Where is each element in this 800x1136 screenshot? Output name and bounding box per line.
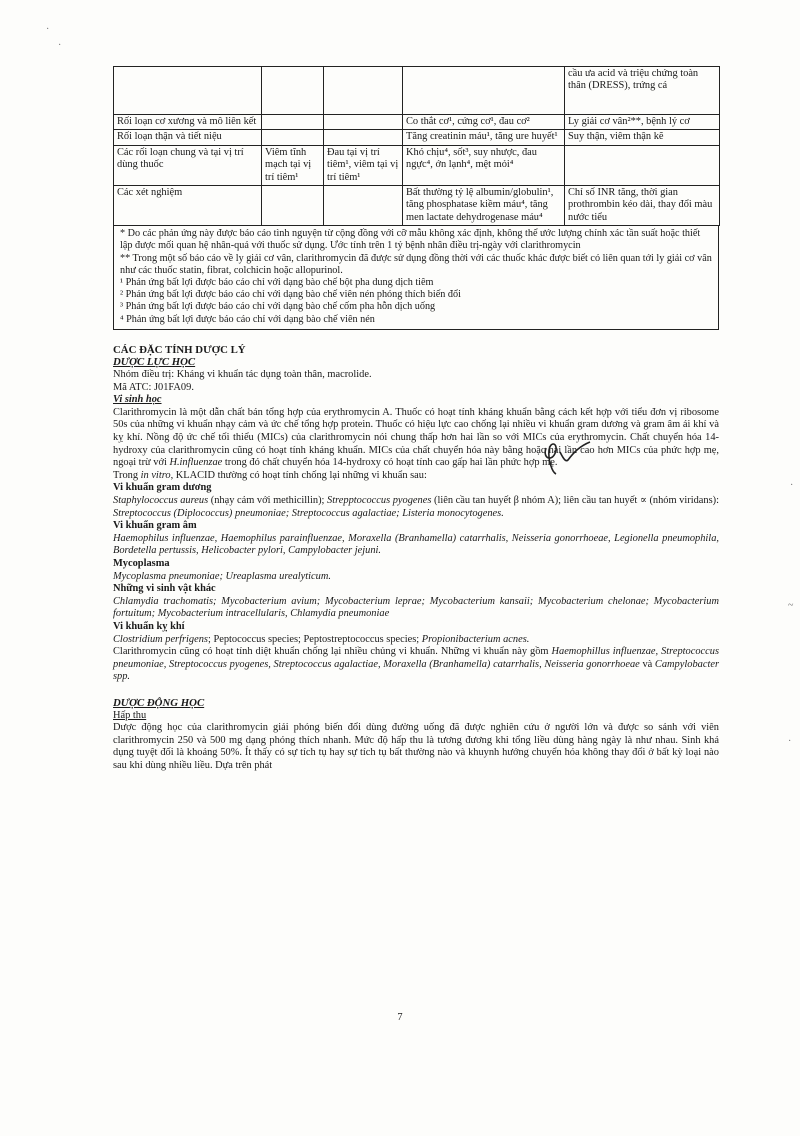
document-page	[113, 66, 719, 772]
text-run: (liên cầu tan huyết β nhóm A); liên cầu tan huyết ∝ (nhóm viridans):	[431, 495, 720, 506]
anaerobes-title: Vi khuẩn kỵ khí	[113, 620, 185, 632]
table-cell	[324, 115, 403, 130]
text-run: trong đó chất chuyển hóa 14-hydroxy có hoạt tính cao gấp hai lần phức hợp mẹ.	[222, 457, 558, 469]
adverse-reactions-table	[113, 66, 720, 226]
table-cell: Đau tại vị trí tiêm¹, viêm tại vị trí tiêm¹	[324, 145, 403, 185]
table-cell: Các rối loạn chung và tại vị trí dùng thuốc	[114, 145, 262, 185]
text-run: Trong	[113, 469, 141, 481]
table-row	[114, 130, 720, 145]
text-run: in vitro	[140, 469, 171, 481]
absorption-paragraph: Dược động học của clarithromycin giải phóng biến đổi dùng đường uống đã được nghiên cứu ở người lớn và được so sánh với viên clarithromycin 250 và 500 mg dạng phóng thích nhanh. Mức độ hấp thu là tương đương khi tổng liều dùng hàng ngày là như nhau. Sinh khả dụng tuyệt đối là khoảng 50%. Ít thấy có sự tích tụ hay sự tích tụ bất thường nào và khuynh hướng chuyển hóa không thay đổi ở bất kỳ loại nào sau khi dùng nhiều liều. Dựa trên phát	[113, 722, 719, 771]
text-run: Propionibacterium acnes.	[421, 633, 530, 645]
table-cell: cầu ưa acid và triệu chứng toàn thân (DRESS), trứng cá	[565, 67, 720, 115]
table-row	[114, 67, 720, 115]
text-run: Clostridium perfrigens	[113, 633, 208, 645]
table-cell: Các xét nghiệm	[114, 186, 262, 226]
text-run: Haemophillus influenzae, Streptococcus pneumoniae, Streptococcus pyogenes, Streptococcus agalactiae, Moraxella (Branhamella) catarrhalis, Neisseria gonorrhoeae	[113, 646, 720, 670]
table-cell	[262, 67, 324, 115]
table-cell	[262, 115, 324, 130]
therapeutic-group: Nhóm điều trị: Kháng vi khuẩn tác dụng toàn thân, macrolide.	[113, 369, 372, 381]
table-cell	[324, 130, 403, 145]
footnote: ** Trong một số báo cáo về ly giải cơ vân, clarithromycin đã được sử dụng đồng thời với các thuốc khác được biết có liên quan tới ly giải cơ vân như các thuốc statin, fibrat, colchicin hoặc allopurinol.	[120, 252, 712, 276]
mycoplasma-list: Mycoplasma pneumoniae; Ureaplasma urealyticum.	[113, 570, 331, 582]
gram-negative-title: Vi khuẩn gram âm	[113, 520, 197, 532]
scan-mark-5: ·	[788, 736, 792, 747]
text-run: Clarithromycin là một dẫn chất bán tổng hợp của erythromycin A. Thuốc có hoạt tính kháng khuẩn bằng cách kết hợp với tiểu đơn vị ribosome 50s của những vi khuẩn nhạy cảm và ức chế tổng hợp protein. Thuốc có hiệu lực cao chống lại nhiều vi khuẩn gram dương và gram âm ái khí và kỵ khí. Nồng độ ức chế tối thiểu (MICs) của clarithromycin nói chung thấp hơn hai lần so với MICs của erythromycin. Chất chuyển hóa 14-hydroxy của clarithromycin cũng có hoạt tính kháng khuẩn. MICs của chất chuyển hóa này bằng hoặc hai lần cao hơn MICs của phức hợp mẹ, ngoại trừ với	[113, 406, 719, 469]
table-cell: Ly giải cơ vân²**, bệnh lý cơ	[565, 115, 720, 130]
scan-mark-2: ·	[58, 40, 62, 51]
text-run: Streptococcus (Diplococcus) pneumoniae; Streptococcus agalactiae; Listeria monocytogenes.	[113, 507, 504, 519]
pharmacokinetics-title: DƯỢC ĐỘNG HỌC	[113, 696, 205, 709]
other-microbes-title: Những vi sinh vật khác	[113, 583, 216, 595]
footnote: ¹ Phản ứng bất lợi được báo cáo chỉ với dạng bào chế bột pha dung dịch tiêm	[120, 277, 434, 289]
table-cell	[565, 145, 720, 185]
table-cell: Rối loạn thận và tiết niệu	[114, 130, 262, 145]
absorption-title: Hấp thu	[113, 709, 147, 721]
bactericidal-paragraph	[113, 646, 719, 684]
gram-positive-list	[113, 495, 719, 520]
footnote: ³ Phản ứng bất lợi được báo cáo chỉ với dạng bào chế cốm pha hỗn dịch uống	[120, 301, 436, 313]
section-title: CÁC ĐẶC TÍNH DƯỢC LÝ	[113, 343, 246, 356]
atc-code: Mã ATC: J01FA09.	[113, 381, 194, 393]
footnote: ⁴ Phản ứng bất lợi được báo cáo chỉ với dạng bào chế viên nén	[120, 313, 375, 325]
table-cell: Suy thận, viêm thận kẽ	[565, 130, 720, 145]
mycoplasma-title: Mycoplasma	[113, 557, 170, 569]
table-cell	[114, 67, 262, 115]
text-run: Clarithromycin cũng có hoạt tính diệt khuẩn chống lại nhiều chủng vi khuẩn. Những vi khuẩn này gồm	[113, 646, 552, 658]
anaerobes-list	[113, 634, 719, 647]
text-run: và	[639, 658, 655, 670]
gram-negative-list: Haemophilus influenzae, Haemophilus parainfluenzae, Moraxella (Branhamella) catarrhalis, Neisseria gonorrhoeae, Legionella pneumophila, Bordetella pertussis, Helicobacter pylori, Campylobacter jejuni.	[113, 532, 719, 557]
text-run: H.influenzae	[169, 457, 223, 469]
footnote: ² Phản ứng bất lợi được báo cáo chỉ với dạng bào chế viên nén phóng thích biến đổi	[120, 289, 461, 301]
scan-mark-3: ·	[790, 480, 794, 491]
table-cell	[403, 67, 565, 115]
pharmacodynamics-title: DƯỢC LỰC HỌC	[113, 356, 196, 369]
table-cell: Khó chịu⁴, sốt³, suy nhược, đau ngực⁴, ớn lạnh⁴, mệt mỏi⁴	[403, 145, 565, 185]
in-vitro-intro	[113, 470, 719, 483]
table-cell: Co thắt cơ¹, cứng cơ¹, đau cơ²	[403, 115, 565, 130]
table-cell	[262, 130, 324, 145]
footnote: * Do các phản ứng này được báo cáo tình nguyện từ cộng đồng với cỡ mẫu không xác định, không thể ước lượng chính xác tần suất hoặc thiết lập được mối quan hệ nhân-quả với thuốc sử dụng. Ước tính trên 1 tỷ bệnh nhân điều trị-ngày với clarithromycin	[120, 228, 701, 252]
text-run: ; Peptococcus species; Peptostreptococcus species;	[207, 633, 422, 645]
microbiology-paragraph	[113, 407, 719, 470]
handwritten-signature	[540, 438, 596, 476]
table-cell	[324, 67, 403, 115]
table-cell: Bất thường tỷ lệ albumin/globulin¹, tăng phosphatase kiềm máu⁴, tăng men lactate dehydrogenase máu⁴	[403, 186, 565, 226]
text-run: , KLACID thường có hoạt tính chống lại những vi khuẩn sau:	[170, 469, 427, 481]
text-run: Staphylococcus aureus	[113, 495, 209, 506]
table-cell: Rối loạn cơ xương và mô liên kết	[114, 115, 262, 130]
table-row	[114, 145, 720, 185]
scan-mark-1: ·	[46, 24, 50, 35]
table-cell: Viêm tĩnh mạch tại vị trí tiêm¹	[262, 145, 324, 185]
table-cell	[324, 186, 403, 226]
scan-mark-4: ~	[788, 600, 794, 611]
page-number: 7	[397, 1012, 403, 1023]
table-row	[114, 115, 720, 130]
microbiology-title: Vi sinh học	[113, 394, 162, 406]
table-footnotes	[113, 226, 719, 330]
text-run: Campylobacter spp.	[113, 658, 719, 683]
table-row	[114, 186, 720, 226]
gram-positive-title: Vi khuẩn gram dương	[113, 482, 212, 494]
other-microbes-list: Chlamydia trachomatis; Mycobacterium avium; Mycobacterium leprae; Mycobacterium kansaii; Mycobacterium chelonae; Mycobacterium fortuitum; Mycobacterium intracellularis, Chlamydia pneumoniae	[113, 595, 719, 620]
text-run: (nhạy cảm với methicillin);	[208, 495, 328, 506]
table-cell	[262, 186, 324, 226]
table-cell: Tăng creatinin máu¹, tăng ure huyết¹	[403, 130, 565, 145]
text-run: Strepptococcus pyogenes	[327, 495, 432, 506]
table-cell: Chỉ số INR tăng, thời gian prothrombin kéo dài, thay đổi màu nước tiểu	[565, 186, 720, 226]
